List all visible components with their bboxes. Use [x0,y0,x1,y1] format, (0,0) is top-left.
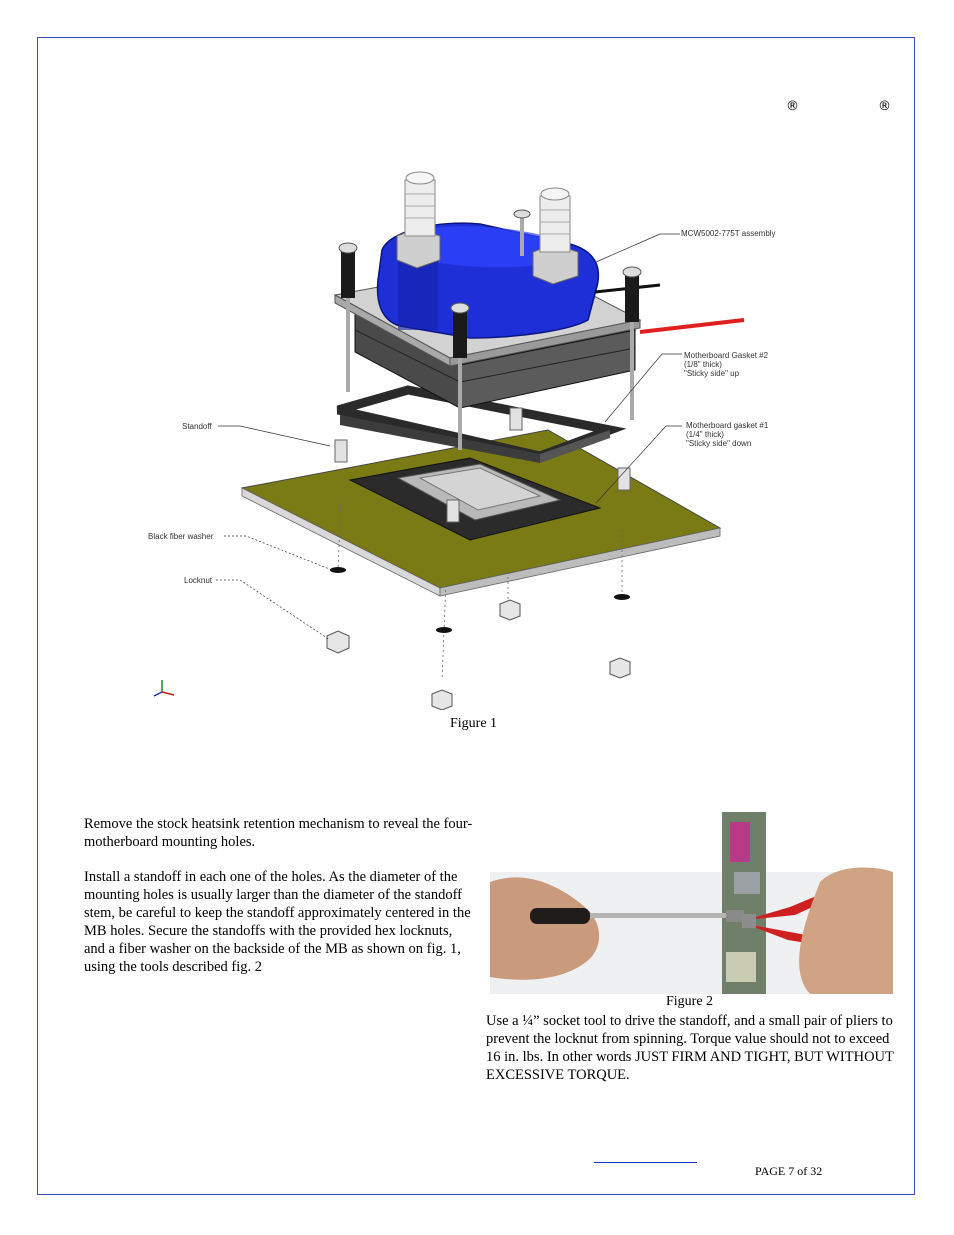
instruction-paragraph-2: Install a standoff in each one of the holes. As the diameter of the mounting holes is usually larger than the diameter of the standoff stem, be careful to keep the standoff approximately centered in the MB holes. Secure the standoffs with the provided hex locknuts, and a fiber washer on the backside of the MB as shown on fig. 1, using the tools described fig. 2 [84,869,471,975]
callout-gasket-2: Motherboard Gasket #2 [684,351,769,360]
callout-assembly: MCW5002-775T assembly [681,229,776,238]
callout-standoff: Standoff [182,422,212,431]
callout-gasket-1-side: "Sticky side" down [686,439,752,448]
red-cable [640,320,744,332]
page-number: PAGE 7 of 32 [755,1164,823,1178]
callout-gasket-2-thickness: (1/8" thick) [684,360,722,369]
axis-triad [154,680,174,696]
callout-washer: Black fiber washer [148,532,214,541]
callout-gasket-2-side: "Sticky side" up [684,369,740,378]
exploded-assembly-diagram [140,160,820,710]
screwdriver-shaft [590,913,740,918]
tools-photo [490,812,893,994]
spring-screw [339,243,357,392]
figure-1-caption: Figure 1 [450,716,498,731]
callout-locknut: Locknut [184,576,213,585]
screwdriver-handle [530,908,590,924]
locknut [327,600,630,710]
registered-mark: ® [786,99,799,114]
callout-gasket-1-thickness: (1/4" thick) [686,430,724,439]
figure-2-caption: Figure 2 [666,994,714,1009]
registered-mark: ® [878,99,891,114]
callout-gasket-1: Motherboard gasket #1 [686,421,769,430]
barb-fitting [397,172,440,268]
tool-instructions: Use a ¼” socket tool to drive the standoff, and a small pair of pliers to prevent the locknut from spinning. Torque value should not to exceed 16 in. lbs. In other words JUST FIRM AND TIGHT, BUT WITHOUT EXCESSIVE TORQUE. [486,1013,894,1083]
hyperlink-underline[interactable] [594,1162,697,1163]
barb-fitting [533,188,578,284]
instruction-paragraph-1: Remove the stock heatsink retention mechanism to reveal the four-motherboard mounting holes. [84,816,473,850]
